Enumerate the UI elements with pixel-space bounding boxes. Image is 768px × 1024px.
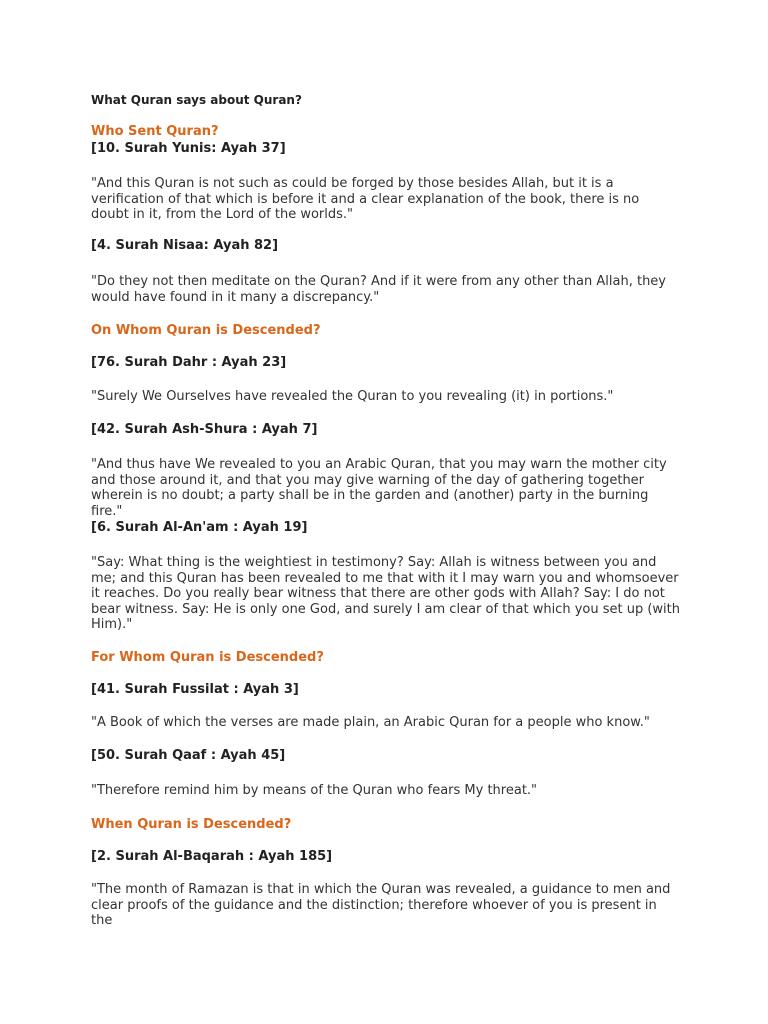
section-heading-on-whom: On Whom Quran is Descended? — [91, 323, 321, 338]
verse-reference: [41. Surah Fussilat : Ayah 3] — [91, 682, 299, 697]
verse-reference: [76. Surah Dahr : Ayah 23] — [91, 355, 287, 370]
verse-reference: [50. Surah Qaaf : Ayah 45] — [91, 748, 286, 763]
section-heading-who-sent: Who Sent Quran? — [91, 124, 219, 139]
verse-quote: "Say: What thing is the weightiest in testimony? Say: Allah is witness between you and me; and this Quran has been revealed to me that with it I may warn you and whomsoever it reaches. Do you really bear witness that there are other gods with Allah? Say: I do not bear witness. Say: He is only one God, and surely I am clear of that which you set up (with Him)." — [91, 555, 680, 632]
verse-quote: "The month of Ramazan is that in which the Quran was revealed, a guidance to men and clear proofs of the guidance and the distinction; therefore whoever of you is present in the — [91, 882, 671, 928]
verse-quote: "And this Quran is not such as could be forged by those besides Allah, but it is a verification of that which is before it and a clear explanation of the book, there is no doubt in it, from the Lord of the worlds." — [91, 176, 640, 222]
section-heading-for-whom: For Whom Quran is Descended? — [91, 650, 324, 665]
verse-reference: [4. Surah Nisaa: Ayah 82] — [91, 238, 279, 253]
verse-reference: [10. Surah Yunis: Ayah 37] — [91, 141, 286, 156]
page-title: What Quran says about Quran? — [91, 93, 302, 107]
verse-reference: [6. Surah Al-An'am : Ayah 19] — [91, 520, 308, 535]
verse-quote: "Therefore remind him by means of the Quran who fears My threat." — [91, 783, 538, 798]
verse-quote: "And thus have We revealed to you an Arabic Quran, that you may warn the mother city and those around it, and that you may give warning of the day of gathering together wherein is no doubt; a party shall be in the garden and (another) party in the burning fire." — [91, 457, 667, 519]
verse-quote: "Do they not then meditate on the Quran? And if it were from any other than Allah, they would have found in it many a discrepancy." — [91, 274, 666, 305]
verse-reference: [2. Surah Al-Baqarah : Ayah 185] — [91, 849, 333, 864]
verse-reference: [42. Surah Ash-Shura : Ayah 7] — [91, 422, 318, 437]
verse-quote: "A Book of which the verses are made plain, an Arabic Quran for a people who know." — [91, 715, 650, 730]
verse-quote: "Surely We Ourselves have revealed the Quran to you revealing (it) in portions." — [91, 389, 614, 404]
section-heading-when: When Quran is Descended? — [91, 817, 292, 832]
